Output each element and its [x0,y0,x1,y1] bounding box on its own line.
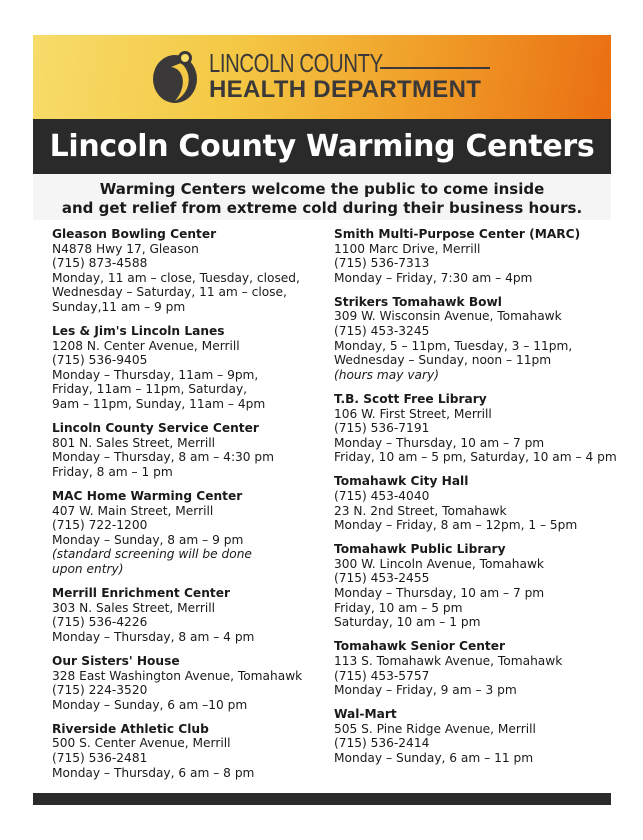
center-name: Strikers Tomahawk Bowl [334,294,502,309]
center-detail: Monday – Thursday, 8 am – 4:30 pm [52,450,275,465]
warming-center-entry [334,707,624,765]
footer-bar [33,793,611,805]
page-title: Lincoln County Warming Centers [33,119,611,174]
center-detail: 1100 Marc Drive, Merrill [334,241,481,256]
subtitle [33,174,611,220]
logo-figure-icon [151,47,203,105]
warming-center-entry [52,722,342,780]
subtitle-line1: Warming Centers welcome the public to come inside [99,180,545,198]
left-column [52,227,342,790]
center-name: Riverside Athletic Club [52,721,209,736]
center-name: Wal-Mart [334,707,397,722]
center-name: MAC Home Warming Center [52,489,243,503]
warming-center-entry [52,324,342,412]
center-detail: (715) 536-9405 [52,353,148,368]
center-note: (hours may vary) [334,367,439,382]
center-name: Tomahawk Senior Center [334,639,506,654]
center-detail: Monday – Thursday, 10 am – 7 pm [334,586,545,601]
center-detail: Friday, 8 am – 1 pm [52,464,173,479]
warming-center-entry [52,421,342,479]
center-detail: (715) 453-4040 [334,489,430,503]
warming-center-entry [334,639,624,697]
center-detail: Monday, 11 am – close, Tuesday, closed, [52,270,300,285]
warming-center-entry [334,227,624,285]
center-detail: Monday – Friday, 8 am – 12pm, 1 – 5pm [334,518,578,533]
logo-line1: LINCOLN COUNTY [209,48,383,78]
center-detail: 106 W. First Street, Merrill [334,406,492,421]
center-detail: (715) 722-1200 [52,518,148,533]
center-detail: Wednesday – Saturday, 11 am – close, [52,285,287,300]
center-name: T.B. Scott Free Library [334,391,487,406]
center-note: (standard screening will be done [52,547,252,562]
center-detail: 328 East Washington Avenue, Tomahawk [52,668,303,683]
center-detail: Wednesday – Sunday, noon – 11pm [334,353,552,368]
center-detail: Friday, 11am – 11pm, Saturday, [52,382,248,397]
warming-center-entry [334,474,624,532]
center-detail: 505 S. Pine Ridge Avenue, Merrill [334,721,536,736]
center-detail: (715) 453-3245 [334,324,430,339]
center-detail: N4878 Hwy 17, Gleason [52,241,199,256]
center-name: Les & Jim's Lincoln Lanes [52,324,225,339]
center-name: Our Sisters' House [52,653,180,668]
warming-center-entry [52,586,342,644]
header-banner [33,35,611,119]
center-detail: (715) 536-7313 [334,256,430,271]
center-detail: Monday – Sunday, 6 am – 11 pm [334,751,534,765]
center-detail: 300 W. Lincoln Avenue, Tomahawk [334,556,544,571]
center-detail: (715) 536-2414 [334,736,430,751]
center-detail: Monday, 5 – 11pm, Tuesday, 3 – 11pm, [334,338,573,353]
center-detail: 9am – 11pm, Sunday, 11am – 4pm [52,397,266,412]
center-detail: (715) 453-5757 [334,668,430,683]
center-detail: (715) 224-3520 [52,683,148,698]
center-detail: Monday – Thursday, 11am – 9pm, [52,367,259,382]
center-detail: 407 W. Main Street, Merrill [52,503,214,518]
center-detail: (715) 453-2455 [334,571,430,586]
logo-rule [380,67,490,69]
center-detail: (715) 536-4226 [52,615,148,630]
center-detail: 500 S. Center Avenue, Merrill [52,736,231,751]
center-detail: Monday – Sunday, 6 am –10 pm [52,697,248,712]
center-detail: Friday, 10 am – 5 pm [334,600,463,615]
warming-center-entry [334,392,624,465]
center-detail: Monday – Thursday, 6 am – 8 pm [52,765,255,780]
center-detail: 23 N. 2nd Street, Tomahawk [334,503,507,518]
center-detail: (715) 536-2481 [52,751,148,765]
warming-center-entry [52,227,342,315]
center-detail: Monday – Friday, 7:30 am – 4pm [334,270,533,285]
center-name: Merrill Enrichment Center [52,586,230,601]
center-detail: 309 W. Wisconsin Avenue, Tomahawk [334,309,562,324]
center-name: Tomahawk City Hall [334,474,469,489]
health-department-logo [151,47,490,105]
center-detail: 1208 N. Center Avenue, Merrill [52,338,240,353]
center-detail: Monday – Sunday, 8 am – 9 pm [52,532,244,547]
center-name: Tomahawk Public Library [334,542,506,557]
center-detail: (715) 536-7191 [334,421,430,436]
warming-center-entry [334,295,624,383]
center-name: Lincoln County Service Center [52,421,259,436]
center-name: Smith Multi-Purpose Center (MARC) [334,227,581,241]
center-detail: Monday – Friday, 9 am – 3 pm [334,683,517,698]
center-detail: (715) 873-4588 [52,256,148,271]
center-name: Gleason Bowling Center [52,227,217,241]
center-detail: 801 N. Sales Street, Merrill [52,435,216,450]
center-note: upon entry) [52,561,124,576]
warming-center-entry [334,542,624,630]
center-detail: 303 N. Sales Street, Merrill [52,600,216,615]
center-detail: Friday, 10 am – 5 pm, Saturday, 10 am – 4 pm [334,450,617,465]
subtitle-line2: and get relief from extreme cold during their business hours. [61,199,583,217]
center-detail: 113 S. Tomahawk Avenue, Tomahawk [334,653,563,668]
warming-center-entry [52,654,342,712]
warming-center-entry [52,489,342,577]
right-column [334,227,624,775]
center-detail: Sunday,11 am – 9 pm [52,299,186,314]
center-detail: Monday – Thursday, 8 am – 4 pm [52,629,255,644]
center-detail: Monday – Thursday, 10 am – 7 pm [334,435,545,450]
logo-line2: HEALTH DEPARTMENT [209,76,482,103]
center-detail: Saturday, 10 am – 1 pm [334,615,481,630]
